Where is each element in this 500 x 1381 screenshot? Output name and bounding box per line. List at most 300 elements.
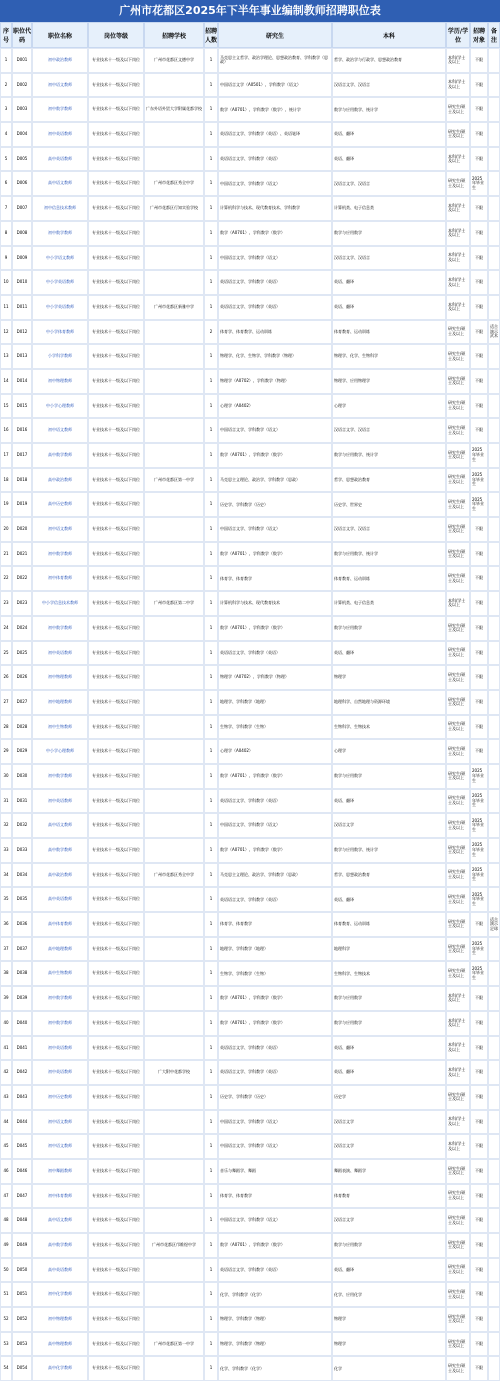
- row-headcount: 1: [204, 221, 218, 246]
- row-code: D050: [12, 1258, 32, 1283]
- row-code: D031: [12, 789, 32, 814]
- row-level: 专业技术十一级及以下岗位: [88, 1356, 144, 1381]
- row-headcount: 1: [204, 961, 218, 986]
- row-school: [144, 616, 204, 641]
- row-target: 2025年毕业生: [470, 468, 488, 493]
- row-school: [144, 418, 204, 443]
- row-post-name: 高中英语教师: [32, 147, 88, 172]
- row-degree: 研究生/硕士及以上: [446, 1159, 470, 1184]
- row-code: D027: [12, 690, 32, 715]
- row-level: 专业技术十一级及以下岗位: [88, 542, 144, 567]
- row-ug-req: 数学与应用数学、统计学: [332, 97, 446, 122]
- row-note: [488, 887, 500, 912]
- row-code: D005: [12, 147, 32, 172]
- row-school: 广州市花都区秀全中学: [144, 171, 204, 196]
- row-target: 不限: [470, 147, 488, 172]
- row-no: 7: [0, 196, 12, 221]
- row-level: 专业技术十一级及以下岗位: [88, 320, 144, 345]
- row-code: D010: [12, 270, 32, 295]
- row-headcount: 1: [204, 1159, 218, 1184]
- row-post-name: 高中语文教师: [32, 171, 88, 196]
- row-target: 不限: [470, 97, 488, 122]
- row-grad-req: 中国语言文学、学科教学（语文）: [218, 171, 332, 196]
- row-school: [144, 1159, 204, 1184]
- row-ug-req: 英语、翻译: [332, 887, 446, 912]
- row-note: [488, 492, 500, 517]
- row-headcount: 1: [204, 443, 218, 468]
- row-note: [488, 295, 500, 320]
- row-degree: 研究生/硕士及以上: [446, 665, 470, 690]
- row-post-name: 高中语文教师: [32, 813, 88, 838]
- row-code: D029: [12, 739, 32, 764]
- row-level: 专业技术十一级及以下岗位: [88, 1134, 144, 1159]
- row-degree: 研究生/硕士及以上: [446, 517, 470, 542]
- row-code: D002: [12, 73, 32, 98]
- row-ug-req: 英语、翻译: [332, 1060, 446, 1085]
- row-target: 不限: [470, 295, 488, 320]
- row-post-name: 高中数学教师: [32, 1233, 88, 1258]
- row-ug-req: 体育教育、运动训练: [332, 320, 446, 345]
- row-degree: 研究生/硕士及以上: [446, 320, 470, 345]
- row-target: 不限: [470, 641, 488, 666]
- row-note: [488, 690, 500, 715]
- row-no: 46: [0, 1159, 12, 1184]
- row-headcount: 1: [204, 813, 218, 838]
- row-ug-req: 汉语言文学、汉语言: [332, 171, 446, 196]
- row-post-name: 初中数学教师: [32, 616, 88, 641]
- row-target: 不限: [470, 1332, 488, 1357]
- row-grad-req: 数学（A0701）、学科教学（数学）: [218, 616, 332, 641]
- row-note: [488, 1258, 500, 1283]
- row-level: 专业技术十一级及以下岗位: [88, 394, 144, 419]
- row-target: 不限: [470, 912, 488, 937]
- row-post-name: 中小学语文教师: [32, 246, 88, 271]
- row-target: 2025年毕业生: [470, 492, 488, 517]
- row-grad-req: 体育学、体育教学: [218, 912, 332, 937]
- row-target: 不限: [470, 418, 488, 443]
- row-headcount: 1: [204, 1282, 218, 1307]
- row-target: 不限: [470, 1208, 488, 1233]
- row-ug-req: 化学、应用化学: [332, 1282, 446, 1307]
- row-post-name: 初中化学教师: [32, 1282, 88, 1307]
- row-level: 专业技术十一级及以下岗位: [88, 221, 144, 246]
- row-code: D001: [12, 48, 32, 73]
- row-grad-req: 物理学、学科教学（物理）: [218, 1307, 332, 1332]
- row-code: D006: [12, 171, 32, 196]
- row-grad-req: 数学（A0701）、学科教学（数学）、统计学: [218, 97, 332, 122]
- row-no: 9: [0, 246, 12, 271]
- row-target: 不限: [470, 1134, 488, 1159]
- row-ug-req: 生物科学、生物技术: [332, 715, 446, 740]
- row-post-name: 高中政治教师: [32, 863, 88, 888]
- row-headcount: 1: [204, 986, 218, 1011]
- row-no: 13: [0, 344, 12, 369]
- row-level: 专业技术十一级及以下岗位: [88, 344, 144, 369]
- row-grad-req: 中国语言文学、学科教学（语文）: [218, 1110, 332, 1135]
- row-headcount: 1: [204, 369, 218, 394]
- row-level: 专业技术十一级及以下岗位: [88, 270, 144, 295]
- row-grad-req: 心理学（A0402）: [218, 394, 332, 419]
- row-headcount: 1: [204, 591, 218, 616]
- row-note: [488, 1011, 500, 1036]
- row-code: D012: [12, 320, 32, 345]
- col-header-no: 序号: [0, 22, 12, 48]
- row-target: 不限: [470, 1356, 488, 1381]
- row-note: [488, 1134, 500, 1159]
- row-no: 25: [0, 641, 12, 666]
- row-level: 专业技术十一级及以下岗位: [88, 1233, 144, 1258]
- row-post-name: 初中数学教师: [32, 986, 88, 1011]
- row-headcount: 1: [204, 1036, 218, 1061]
- row-grad-req: 英语语言文学、学科教学（英语）、英语笔译: [218, 122, 332, 147]
- row-ug-req: 物理学: [332, 665, 446, 690]
- row-school: [144, 1085, 204, 1110]
- row-school: [144, 73, 204, 98]
- row-no: 34: [0, 863, 12, 888]
- row-code: D025: [12, 641, 32, 666]
- row-ug-req: 地理科学: [332, 937, 446, 962]
- row-code: D049: [12, 1233, 32, 1258]
- row-post-name: 中小学信息技术教师: [32, 591, 88, 616]
- row-no: 19: [0, 492, 12, 517]
- row-target: 不限: [470, 369, 488, 394]
- row-grad-req: 历史学、学科教学（历史）: [218, 492, 332, 517]
- row-level: 专业技术十一级及以下岗位: [88, 443, 144, 468]
- row-post-name: 中小学英语教师: [32, 270, 88, 295]
- row-school: [144, 690, 204, 715]
- row-degree: 研究生/硕士及以上: [446, 813, 470, 838]
- row-grad-req: 数学（A0701）、学科教学（数学）: [218, 542, 332, 567]
- row-note: [488, 1036, 500, 1061]
- row-no: 8: [0, 221, 12, 246]
- row-grad-req: 物理学（A0702）、学科教学（物理）: [218, 665, 332, 690]
- row-code: D016: [12, 418, 32, 443]
- row-post-name: 初中英语教师: [32, 1036, 88, 1061]
- row-target: 不限: [470, 1060, 488, 1085]
- col-header-name: 职位名称: [32, 22, 88, 48]
- row-degree: 研究生/硕士及以上: [446, 443, 470, 468]
- row-code: D044: [12, 1110, 32, 1135]
- row-headcount: 1: [204, 492, 218, 517]
- row-school: [144, 937, 204, 962]
- row-level: 专业技术十一级及以下岗位: [88, 48, 144, 73]
- row-headcount: 1: [204, 97, 218, 122]
- row-grad-req: 数学（A0701）、学科教学（数学）: [218, 1011, 332, 1036]
- row-degree: 研究生/硕士及以上: [446, 542, 470, 567]
- row-ug-req: 数学与应用数学、统计学: [332, 542, 446, 567]
- row-no: 2: [0, 73, 12, 98]
- row-code: D023: [12, 591, 32, 616]
- row-code: D052: [12, 1307, 32, 1332]
- row-post-name: 高中数学教师: [32, 838, 88, 863]
- row-headcount: 1: [204, 196, 218, 221]
- row-no: 51: [0, 1282, 12, 1307]
- row-post-name: 高中生物教师: [32, 961, 88, 986]
- row-ug-req: 舞蹈表演、舞蹈学: [332, 1159, 446, 1184]
- row-note: [488, 1356, 500, 1381]
- row-target: 不限: [470, 320, 488, 345]
- row-target: 不限: [470, 1258, 488, 1283]
- row-no: 50: [0, 1258, 12, 1283]
- row-ug-req: 汉语言文学、汉语言: [332, 73, 446, 98]
- row-grad-req: 心理学（A0402）: [218, 739, 332, 764]
- row-degree: 本科/学士及以上: [446, 73, 470, 98]
- row-degree: 本科/学士及以上: [446, 1110, 470, 1135]
- row-code: D020: [12, 517, 32, 542]
- row-code: D022: [12, 566, 32, 591]
- row-degree: 研究生/硕士及以上: [446, 1085, 470, 1110]
- row-degree: 本科/学士及以上: [446, 1036, 470, 1061]
- row-grad-req: 历史学、学科教学（历史）: [218, 1085, 332, 1110]
- row-no: 31: [0, 789, 12, 814]
- row-school: [144, 147, 204, 172]
- row-target: 2025年毕业生: [470, 789, 488, 814]
- row-degree: 研究生/硕士及以上: [446, 369, 470, 394]
- row-ug-req: 数学与应用数学: [332, 616, 446, 641]
- row-school: [144, 270, 204, 295]
- row-school: 广大附中花都学校: [144, 1060, 204, 1085]
- row-note: [488, 1233, 500, 1258]
- row-target: 不限: [470, 542, 488, 567]
- row-target: 不限: [470, 73, 488, 98]
- row-no: 27: [0, 690, 12, 715]
- row-grad-req: 数学（A0701）、学科教学（数学）: [218, 443, 332, 468]
- row-headcount: 1: [204, 344, 218, 369]
- row-level: 专业技术十一级及以下岗位: [88, 986, 144, 1011]
- row-target: 不限: [470, 270, 488, 295]
- row-ug-req: 数学与应用数学、统计学: [332, 838, 446, 863]
- row-post-name: 高中物理教师: [32, 1332, 88, 1357]
- row-ug-req: 英语、翻译: [332, 295, 446, 320]
- row-target: 不限: [470, 344, 488, 369]
- row-school: [144, 739, 204, 764]
- row-note: [488, 591, 500, 616]
- row-grad-req: 马克思主义哲学、政治学理论、思想政治教育、学科教学（思政）: [218, 48, 332, 73]
- row-degree: 研究生/硕士及以上: [446, 468, 470, 493]
- row-ug-req: 汉语言文学、汉语言: [332, 517, 446, 542]
- row-grad-req: 马克思主义理论、政治学、学科教学（思政）: [218, 468, 332, 493]
- row-headcount: 1: [204, 394, 218, 419]
- recruitment-table: [0, 22, 500, 1381]
- row-school: [144, 715, 204, 740]
- row-headcount: 1: [204, 838, 218, 863]
- row-target: 2025年毕业生: [470, 863, 488, 888]
- row-ug-req: 生物科学、生物技术: [332, 961, 446, 986]
- row-post-name: 初中数学教师: [32, 542, 88, 567]
- row-post-name: 中小学心理教师: [32, 394, 88, 419]
- row-note: [488, 566, 500, 591]
- row-post-name: 初中物理教师: [32, 369, 88, 394]
- row-degree: 研究生/硕士及以上: [446, 1307, 470, 1332]
- row-headcount: 1: [204, 73, 218, 98]
- row-note: [488, 270, 500, 295]
- row-target: 2025年毕业生: [470, 937, 488, 962]
- row-ug-req: 英语、翻译: [332, 1036, 446, 1061]
- row-headcount: 1: [204, 246, 218, 271]
- row-target: 不限: [470, 517, 488, 542]
- row-grad-req: 英语语言文学、学科教学（英语）: [218, 789, 332, 814]
- row-level: 专业技术十一级及以下岗位: [88, 73, 144, 98]
- row-school: 广州市花都区行知实验学校: [144, 196, 204, 221]
- row-grad-req: 地理学、学科教学（地理）: [218, 690, 332, 715]
- row-school: 广州市花都区第二中学: [144, 591, 204, 616]
- row-level: 专业技术十一级及以下岗位: [88, 863, 144, 888]
- row-level: 专业技术十一级及以下岗位: [88, 641, 144, 666]
- row-ug-req: 汉语言文学: [332, 1110, 446, 1135]
- row-no: 16: [0, 418, 12, 443]
- row-code: D018: [12, 468, 32, 493]
- row-post-name: 初中政治教师: [32, 48, 88, 73]
- row-note: [488, 1332, 500, 1357]
- row-school: [144, 789, 204, 814]
- row-code: D014: [12, 369, 32, 394]
- row-target: 不限: [470, 739, 488, 764]
- row-no: 52: [0, 1307, 12, 1332]
- row-code: D017: [12, 443, 32, 468]
- row-post-name: 初中数学教师: [32, 97, 88, 122]
- row-code: D040: [12, 1011, 32, 1036]
- row-degree: 研究生/硕士及以上: [446, 1208, 470, 1233]
- row-post-name: 初中语文教师: [32, 73, 88, 98]
- row-no: 33: [0, 838, 12, 863]
- row-grad-req: 英语语言文学、学科教学（英语）: [218, 295, 332, 320]
- row-headcount: 1: [204, 937, 218, 962]
- row-post-name: 初中物理教师: [32, 1307, 88, 1332]
- row-code: D011: [12, 295, 32, 320]
- row-level: 专业技术十一级及以下岗位: [88, 147, 144, 172]
- row-degree: 本科/学士及以上: [446, 1134, 470, 1159]
- row-headcount: 1: [204, 566, 218, 591]
- row-school: [144, 961, 204, 986]
- row-headcount: 1: [204, 789, 218, 814]
- row-headcount: 1: [204, 48, 218, 73]
- row-level: 专业技术十一级及以下岗位: [88, 1011, 144, 1036]
- row-degree: 研究生/硕士及以上: [446, 764, 470, 789]
- row-degree: 研究生/硕士及以上: [446, 912, 470, 937]
- row-grad-req: 数学（A0701）、学科教学（数学）: [218, 838, 332, 863]
- row-ug-req: 英语、翻译: [332, 122, 446, 147]
- row-degree: 本科/学士及以上: [446, 591, 470, 616]
- row-grad-req: 数学（A0701）、学科教学（数学）: [218, 221, 332, 246]
- row-level: 专业技术十一级及以下岗位: [88, 937, 144, 962]
- row-no: 14: [0, 369, 12, 394]
- row-grad-req: 计算机科学与技术、现代教育技术: [218, 591, 332, 616]
- row-target: 不限: [470, 986, 488, 1011]
- row-ug-req: 数学与应用数学: [332, 1233, 446, 1258]
- row-level: 专业技术十一级及以下岗位: [88, 517, 144, 542]
- row-note: [488, 48, 500, 73]
- row-post-name: 初中体育教师: [32, 566, 88, 591]
- row-school: [144, 344, 204, 369]
- row-target: 不限: [470, 1110, 488, 1135]
- row-headcount: 1: [204, 739, 218, 764]
- row-code: D047: [12, 1184, 32, 1209]
- row-level: 专业技术十一级及以下岗位: [88, 912, 144, 937]
- row-school: 广州市花都区邝维煜中学: [144, 1233, 204, 1258]
- row-degree: 本科/学士及以上: [446, 196, 470, 221]
- row-code: D030: [12, 764, 32, 789]
- row-degree: 研究生/硕士及以上: [446, 616, 470, 641]
- row-school: [144, 369, 204, 394]
- row-target: 不限: [470, 221, 488, 246]
- row-school: [144, 838, 204, 863]
- row-headcount: 1: [204, 1208, 218, 1233]
- row-code: D042: [12, 1060, 32, 1085]
- row-no: 48: [0, 1208, 12, 1233]
- row-code: D036: [12, 912, 32, 937]
- row-school: [144, 221, 204, 246]
- row-headcount: 2: [204, 320, 218, 345]
- row-headcount: 1: [204, 1258, 218, 1283]
- row-headcount: 1: [204, 171, 218, 196]
- row-school: [144, 517, 204, 542]
- row-headcount: 1: [204, 1060, 218, 1085]
- row-grad-req: 地理学、学科教学（地理）: [218, 937, 332, 962]
- row-post-name: 高中语文教师: [32, 1208, 88, 1233]
- row-school: [144, 492, 204, 517]
- row-note: [488, 739, 500, 764]
- row-grad-req: 英语语言文学、学科教学（英语）: [218, 1060, 332, 1085]
- row-target: 不限: [470, 48, 488, 73]
- row-school: [144, 394, 204, 419]
- row-note: [488, 616, 500, 641]
- page-title: 广州市花都区2025年下半年事业编制教师招聘职位表: [0, 0, 500, 22]
- row-degree: 研究生/硕士及以上: [446, 344, 470, 369]
- row-note: [488, 73, 500, 98]
- row-no: 30: [0, 764, 12, 789]
- row-post-name: 高中地理教师: [32, 937, 88, 962]
- row-degree: 本科/学士及以上: [446, 147, 470, 172]
- row-post-name: 初中数学教师: [32, 1011, 88, 1036]
- row-note: [488, 1110, 500, 1135]
- row-level: 专业技术十一级及以下岗位: [88, 616, 144, 641]
- row-grad-req: 英语语言文学、学科教学（英语）: [218, 1036, 332, 1061]
- row-post-name: 高中化学教师: [32, 1356, 88, 1381]
- row-note: 适合演示足球: [488, 912, 500, 937]
- row-degree: 研究生/硕士及以上: [446, 961, 470, 986]
- row-school: [144, 912, 204, 937]
- row-target: 不限: [470, 690, 488, 715]
- row-target: 不限: [470, 196, 488, 221]
- row-headcount: 1: [204, 641, 218, 666]
- row-note: [488, 1307, 500, 1332]
- row-target: 2025年毕业生: [470, 764, 488, 789]
- row-grad-req: 中国语言文学、学科教学（语文）: [218, 1208, 332, 1233]
- row-target: 2025年毕业生: [470, 838, 488, 863]
- row-target: 不限: [470, 1184, 488, 1209]
- row-target: 不限: [470, 715, 488, 740]
- row-school: [144, 566, 204, 591]
- row-grad-req: 中国语言文学（A0501）、学科教学（语文）: [218, 73, 332, 98]
- row-note: [488, 369, 500, 394]
- row-headcount: 1: [204, 1356, 218, 1381]
- row-ug-req: 数学与应用数学: [332, 764, 446, 789]
- row-school: 广州市花都区第一中学: [144, 468, 204, 493]
- row-headcount: 1: [204, 912, 218, 937]
- row-target: 2025年毕业生: [470, 961, 488, 986]
- row-ug-req: 汉语言文学、汉语言: [332, 418, 446, 443]
- row-school: [144, 764, 204, 789]
- row-grad-req: 体育学、体育教学: [218, 1184, 332, 1209]
- row-ug-req: 英语、翻译: [332, 270, 446, 295]
- row-school: [144, 1258, 204, 1283]
- row-level: 专业技术十一级及以下岗位: [88, 369, 144, 394]
- row-target: 不限: [470, 591, 488, 616]
- row-note: [488, 986, 500, 1011]
- row-no: 24: [0, 616, 12, 641]
- row-post-name: 初中物理教师: [32, 665, 88, 690]
- row-headcount: 1: [204, 295, 218, 320]
